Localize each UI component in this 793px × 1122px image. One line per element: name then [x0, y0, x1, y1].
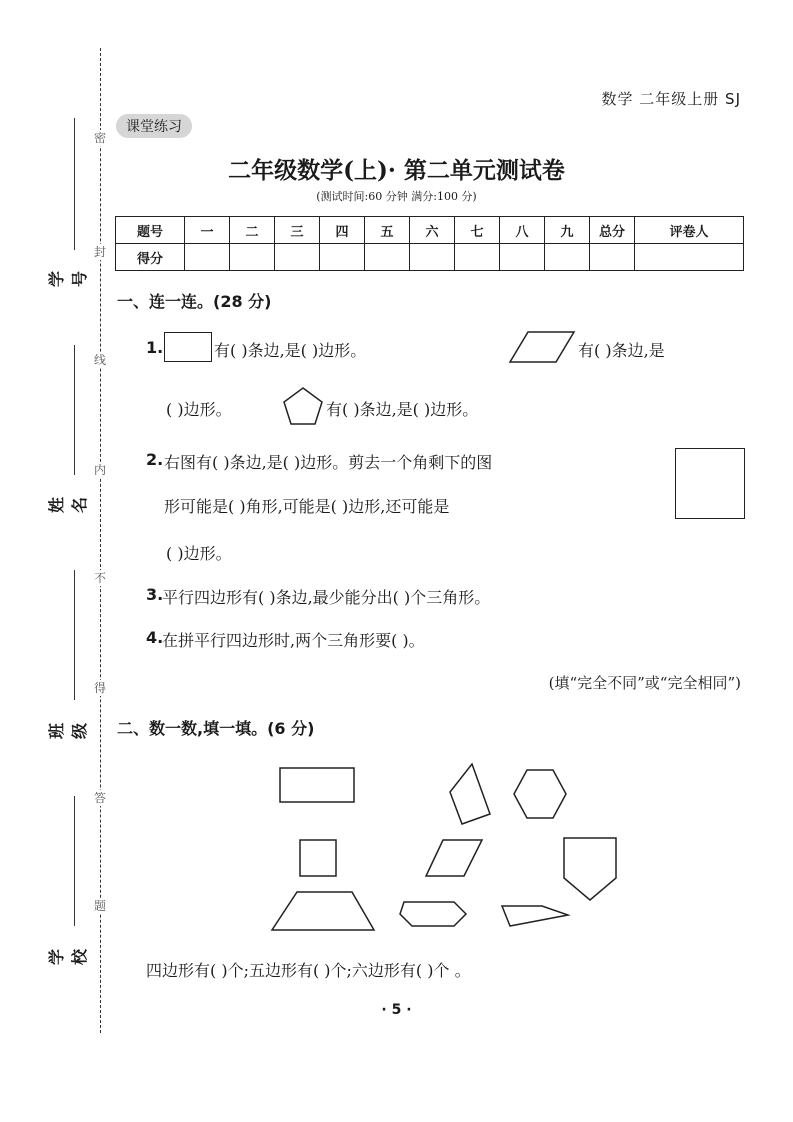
- table-cell: 一: [185, 217, 230, 244]
- seal-char: 得: [91, 680, 109, 696]
- seal-char: 内: [91, 462, 109, 478]
- table-cell: 六: [410, 217, 455, 244]
- q4-text: 在拼平行四边形时,两个三角形要( )。: [162, 631, 425, 650]
- table-cell: 四: [320, 217, 365, 244]
- score-input-cell[interactable]: [500, 244, 545, 271]
- parallelogram-shape: [426, 840, 482, 876]
- seal-char: 封: [91, 244, 109, 260]
- table-row: [116, 244, 744, 271]
- class-line[interactable]: [74, 570, 75, 700]
- section1-heading: 一、连一连。(28 分): [117, 292, 272, 311]
- table-cell: 八: [500, 217, 545, 244]
- table-cell: 五: [365, 217, 410, 244]
- page-subtitle: (测试时间:60 分钟 满分:100 分): [316, 190, 477, 203]
- pentagon-shape: [564, 838, 616, 900]
- score-input-cell[interactable]: [365, 244, 410, 271]
- q2-line2: 形可能是( )角形,可能是( )边形,还可能是: [164, 497, 450, 516]
- score-table: [115, 216, 744, 271]
- table-cell: 总分: [590, 217, 635, 244]
- page-title: 二年级数学(上)· 第二单元测试卷: [228, 157, 565, 184]
- score-input-cell[interactable]: [320, 244, 365, 271]
- page-number: · 5 ·: [381, 1002, 412, 1018]
- name-label: 姓名: [47, 497, 89, 514]
- score-input-cell[interactable]: [590, 244, 635, 271]
- irregular-quadrilateral-shape: [450, 764, 490, 824]
- q3-number: 3.: [146, 585, 164, 604]
- score-input-cell[interactable]: [275, 244, 320, 271]
- score-input-cell[interactable]: [185, 244, 230, 271]
- table-row: [116, 217, 744, 244]
- shapes-figure: [262, 762, 622, 938]
- table-cell: 三: [275, 217, 320, 244]
- seal-char: 不: [91, 570, 109, 586]
- rectangle-shape: [280, 768, 354, 802]
- q1-number: 1.: [146, 338, 164, 357]
- q1-text-c: ( )边形。: [166, 400, 232, 419]
- square-shape: [675, 448, 745, 519]
- pentagon-shape: [282, 386, 324, 426]
- school-line[interactable]: [74, 796, 75, 926]
- q1-text-a: 有( )条边,是( )边形。: [214, 341, 367, 360]
- score-input-cell[interactable]: [635, 244, 744, 271]
- score-input-cell[interactable]: [455, 244, 500, 271]
- square-shape: [300, 840, 336, 876]
- q1-text-d: 有( )条边,是( )边形。: [326, 400, 479, 419]
- q2-line3: ( )边形。: [166, 544, 232, 563]
- rectangle-shape: [164, 332, 212, 362]
- q2-number: 2.: [146, 450, 164, 469]
- trapezoid-shape: [272, 892, 374, 930]
- q3-text: 平行四边形有( )条边,最少能分出( )个三角形。: [162, 588, 491, 607]
- table-cell: 评卷人: [635, 217, 744, 244]
- q4-hint: (填“完全不同”或“完全相同”): [548, 674, 741, 692]
- section2-answer: 四边形有( )个;五边形有( )个;六边形有( )个 。: [146, 961, 471, 980]
- practice-badge: 课堂练习: [116, 114, 192, 138]
- table-cell: 题号: [116, 217, 185, 244]
- table-cell: 九: [545, 217, 590, 244]
- quadrilateral-shape: [502, 906, 568, 926]
- section2-heading: 二、数一数,填一填。(6 分): [117, 719, 315, 738]
- table-cell: 二: [230, 217, 275, 244]
- parallelogram-shape: [508, 330, 576, 364]
- student-id-label: 学号: [47, 271, 89, 288]
- course-label: 数学 二年级上册 SJ: [601, 90, 741, 108]
- school-label: 学校: [47, 949, 89, 966]
- seal-char: 密: [91, 130, 109, 146]
- table-cell: 七: [455, 217, 500, 244]
- name-line[interactable]: [74, 345, 75, 475]
- seal-char: 题: [91, 898, 109, 914]
- hexagon-shape: [514, 770, 566, 818]
- score-input-cell[interactable]: [545, 244, 590, 271]
- q2-line1: 右图有( )条边,是( )边形。剪去一个角剩下的图: [164, 453, 493, 472]
- q4-number: 4.: [146, 628, 164, 647]
- hexagon-shape: [400, 902, 466, 926]
- q1-text-b: 有( )条边,是: [578, 341, 665, 360]
- seal-char: 答: [91, 790, 109, 806]
- class-label: 班级: [47, 723, 89, 740]
- score-input-cell[interactable]: [410, 244, 455, 271]
- score-input-cell[interactable]: [230, 244, 275, 271]
- seal-char: 线: [91, 352, 109, 368]
- table-cell: 得分: [116, 244, 185, 271]
